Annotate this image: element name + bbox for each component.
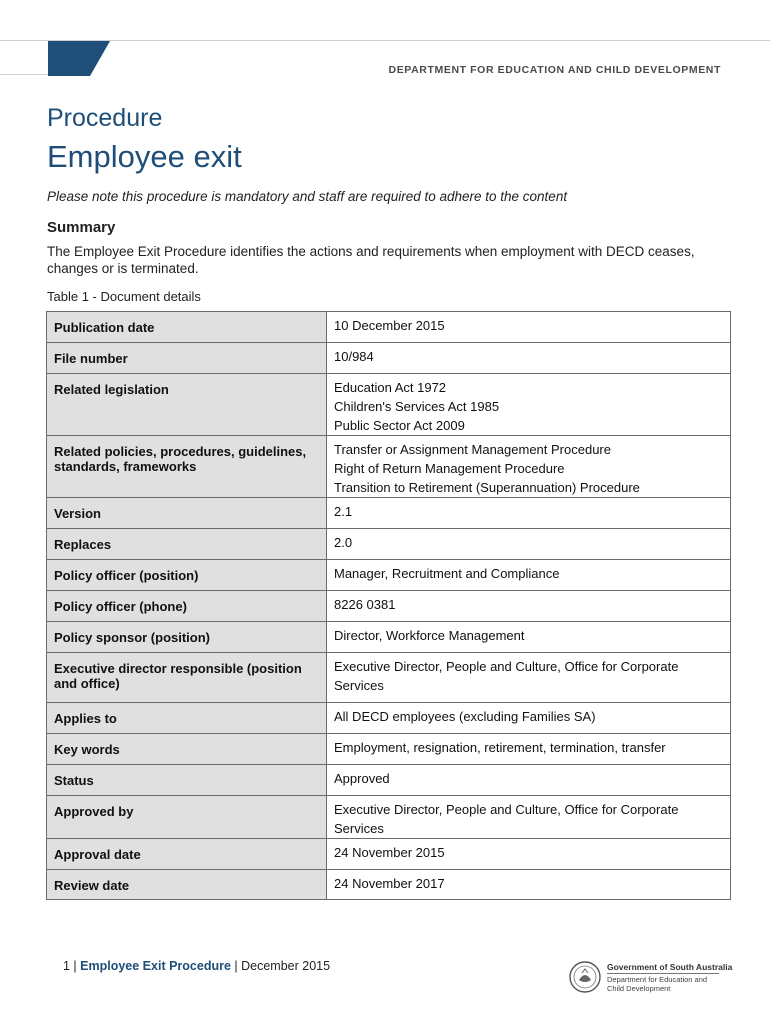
- table-row: [47, 622, 731, 653]
- row-value: [327, 734, 731, 765]
- table-caption: Table 1 - Document details: [47, 289, 201, 304]
- row-value: [327, 839, 731, 870]
- page-number: 1: [63, 959, 70, 973]
- row-value: [327, 374, 731, 436]
- table-row: [47, 498, 731, 529]
- row-value: [327, 312, 731, 343]
- row-value: [327, 343, 731, 374]
- gov-name: Government of South Australia: [607, 962, 733, 972]
- table-row: [47, 703, 731, 734]
- footer-doc-title: Employee Exit Procedure: [80, 959, 231, 973]
- row-label: Executive director responsible (position and office): [47, 653, 327, 703]
- row-value: [327, 622, 731, 653]
- table-row: [47, 529, 731, 560]
- header-rule: [0, 40, 770, 41]
- footer-separator: |: [230, 959, 242, 973]
- gov-department-line2: Child Development: [607, 984, 671, 993]
- row-value-line: Transfer or Assignment Management Procedure: [334, 442, 611, 457]
- row-value-line: 24 November 2017: [334, 876, 445, 891]
- row-label: Key words: [47, 734, 327, 765]
- row-label: Publication date: [47, 312, 327, 343]
- document-type: Procedure: [47, 104, 163, 132]
- row-value-line: 10/984: [334, 349, 374, 364]
- row-label: Review date: [47, 870, 327, 900]
- header-brand-tab: [48, 41, 110, 76]
- page-footer: [63, 959, 330, 973]
- row-label: Applies to: [47, 703, 327, 734]
- government-logo: [568, 960, 733, 994]
- row-value-line: Transition to Retirement (Superannuation) Procedure: [334, 480, 640, 495]
- row-value-line: Education Act 1972: [334, 380, 447, 395]
- row-value-line: Children's Services Act 1985: [334, 399, 500, 414]
- footer-date: December 2015: [241, 959, 331, 973]
- row-value-line: Manager, Recruitment and Compliance: [334, 566, 560, 581]
- row-value-line: 24 November 2015: [334, 845, 445, 860]
- row-label: Status: [47, 765, 327, 796]
- row-value: [327, 703, 731, 734]
- row-value: [327, 591, 731, 622]
- row-label: Related policies, procedures, guidelines, standards, frameworks: [47, 436, 327, 498]
- row-value: [327, 498, 731, 529]
- row-label: Policy officer (phone): [47, 591, 327, 622]
- row-label: Version: [47, 498, 327, 529]
- row-value-line: Director, Workforce Management: [334, 628, 525, 643]
- row-value-line: Executive Director, People and Culture, Office for Corporate Services: [334, 802, 679, 836]
- crest-icon: [568, 960, 602, 994]
- gov-department-line1: Department for Education and: [607, 975, 708, 984]
- gov-department: [607, 975, 707, 993]
- table-row: [47, 436, 731, 498]
- department-name: DEPARTMENT FOR EDUCATION AND CHILD DEVELOPMENT: [388, 64, 721, 76]
- table-row: [47, 796, 731, 839]
- row-value: [327, 560, 731, 591]
- table-row: [47, 343, 731, 374]
- header-left-rule: [0, 74, 48, 75]
- table-row: [47, 312, 731, 343]
- table-row: [47, 839, 731, 870]
- document-details-table: [46, 311, 731, 900]
- page-title: Employee exit: [47, 139, 242, 174]
- gov-logo-divider: [607, 973, 719, 974]
- row-value: [327, 529, 731, 560]
- row-label: Related legislation: [47, 374, 327, 436]
- table-row: [47, 374, 731, 436]
- row-value-line: Employment, resignation, retirement, termination, transfer: [334, 740, 666, 755]
- row-label: Approved by: [47, 796, 327, 839]
- row-label: Replaces: [47, 529, 327, 560]
- row-value: [327, 796, 731, 839]
- summary-text: The Employee Exit Procedure identifies the actions and requirements when employment with DECD ceases, changes or is terminated.: [47, 244, 695, 276]
- table-row: [47, 591, 731, 622]
- table-row: [47, 653, 731, 703]
- row-value-line: 8226 0381: [334, 597, 396, 612]
- row-label: Approval date: [47, 839, 327, 870]
- table-row: [47, 560, 731, 591]
- row-label: Policy officer (position): [47, 560, 327, 591]
- row-value-line: Right of Return Management Procedure: [334, 461, 565, 476]
- table-row: [47, 765, 731, 796]
- row-value-line: Approved: [334, 771, 390, 786]
- row-value-line: All DECD employees (excluding Families SA): [334, 709, 596, 724]
- row-value: [327, 765, 731, 796]
- row-value: [327, 436, 731, 498]
- row-value-line: 2.1: [334, 504, 353, 519]
- footer-separator: |: [69, 959, 81, 973]
- row-value: [327, 653, 731, 703]
- row-label: Policy sponsor (position): [47, 622, 327, 653]
- summary-heading: Summary: [47, 219, 116, 236]
- row-value: [327, 870, 731, 900]
- row-label: File number: [47, 343, 327, 374]
- mandatory-note: Please note this procedure is mandatory and staff are required to adhere to the content: [47, 189, 568, 204]
- table-row: [47, 734, 731, 765]
- row-value-line: 2.0: [334, 535, 353, 550]
- table-row: [47, 870, 731, 900]
- row-value-line: 10 December 2015: [334, 318, 445, 333]
- row-value-line: Executive Director, People and Culture, Office for Corporate Services: [334, 659, 679, 693]
- row-value-line: Public Sector Act 2009: [334, 418, 465, 433]
